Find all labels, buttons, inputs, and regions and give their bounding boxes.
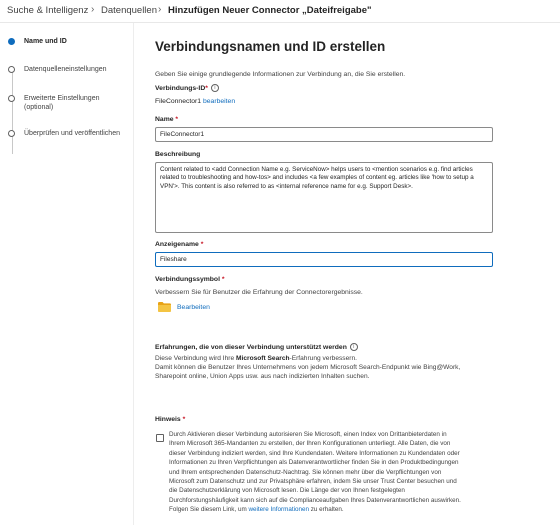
step-dot-icon	[8, 130, 15, 137]
step-label: Überprüfen und veröffentlichen	[24, 130, 120, 137]
connection-id-label: Verbindungs-ID* i	[155, 84, 219, 92]
connection-icon-helper: Verbessern Sie für Benutzer die Erfahrung der Connectorergebnisse.	[155, 289, 363, 296]
info-icon[interactable]: i	[211, 84, 219, 92]
display-name-input[interactable]: Fileshare	[155, 252, 493, 267]
step-label: Erweiterte Einstellungen (optional)	[24, 95, 100, 111]
connection-icon-label: Verbindungssymbol *	[155, 276, 225, 283]
name-label: Name *	[155, 116, 179, 123]
breadcrumb-item-data-sources[interactable]: Datenquellen	[101, 5, 157, 16]
step-label: Name und ID	[24, 38, 67, 45]
experiences-line-1: Diese Verbindung wird Ihre Microsoft Search-Erfahrung verbessern.	[155, 355, 357, 362]
experiences-line-2: Damit können die Benutzer Ihres Unternehmens von jedem Microsoft Search-Endpunkt wie Bing@Work,	[155, 364, 461, 371]
breadcrumb-separator-icon: ›	[158, 4, 162, 15]
more-info-link[interactable]: weitere Informationen	[248, 506, 310, 514]
description-textarea[interactable]: Content related to <add Connection Name e.g. ServiceNow> helps users to <mention scenarios e.g. find articles related to troubleshooting and how-tos> and includes <a few examples of content eg. articles like 'how to setup a VPN'>. This content is also referred to as <internal reference name for e.g. Support Desk>.	[155, 162, 493, 233]
breadcrumb-item-current: Hinzufügen Neuer Connector „Dateifreigabe"	[168, 5, 372, 16]
intro-text: Geben Sie einige grundlegende Informationen zur Verbindung an, die Sie erstellen.	[155, 71, 406, 78]
experiences-label: Erfahrungen, die von dieser Verbindung unterstützt werden i	[155, 343, 358, 351]
info-icon[interactable]: i	[350, 343, 358, 351]
folder-icon	[158, 302, 171, 312]
step-active-dot-icon	[8, 38, 15, 45]
step-dot-icon	[8, 66, 15, 73]
consent-checkbox[interactable]	[156, 434, 164, 442]
breadcrumb-separator-icon: ›	[91, 4, 95, 15]
stepper-line	[12, 69, 13, 154]
connection-id-value: FileConnector1	[155, 98, 202, 105]
notice-text: Durch Aktivieren dieser Verbindung autorisieren Sie Microsoft, einen Index von Drittanbieterdaten in Ihrem Microsoft 365-Mandanten zu erstellen, der Ihren Konfigurationen unterliegt. Alle Daten, die von dieser Verbindung indiziert werden, sind Ihre Kundendaten. Weitere Informationen zu Kundendaten oder Informationen zu Ihren Verpflichtungen als Datenverantwortlicher finden Sie in den Produktbedingungen und Ihrem entsprechenden Datenschutz-Nachtrag. Sie können mehr über die Verpflichtungen von Microsoft zum Datenschutz und zur Privatsphäre erfahren, indem Sie unser Trust Center besuchen und die Datenschutzerklärung von Microsoft lesen. Die Länge der von Ihnen festgelegten Durchforstungshäufigkeit kann sich auf die Complianceaufgaben Ihres Datenverantwortlichen auswirken. Folgen Sie diesem Link, um weitere Informationen zu erhalten.	[169, 431, 461, 514]
description-label: Beschreibung	[155, 151, 201, 158]
connection-id-value-row	[155, 98, 235, 105]
breadcrumb-item-search-intelligence[interactable]: Suche & Intelligenz	[7, 5, 89, 16]
step-dot-icon	[8, 95, 15, 102]
main-content	[134, 23, 560, 525]
edit-connection-id-link[interactable]: bearbeiten	[202, 98, 236, 105]
wizard-stepper	[0, 23, 134, 525]
breadcrumb	[0, 0, 560, 23]
page-title: Verbindungsnamen und ID erstellen	[155, 39, 386, 54]
name-input[interactable]: FileConnector1	[155, 127, 493, 142]
step-label: Datenquelleneinstellungen	[24, 66, 107, 73]
display-name-label: Anzeigename *	[155, 241, 204, 248]
notice-label: Hinweis *	[155, 416, 186, 423]
experiences-line-3: Sharepoint online, Union Apps usw. aus nach indizierten Inhalten suchen.	[155, 373, 370, 380]
edit-icon-link[interactable]: Bearbeiten	[177, 304, 210, 311]
